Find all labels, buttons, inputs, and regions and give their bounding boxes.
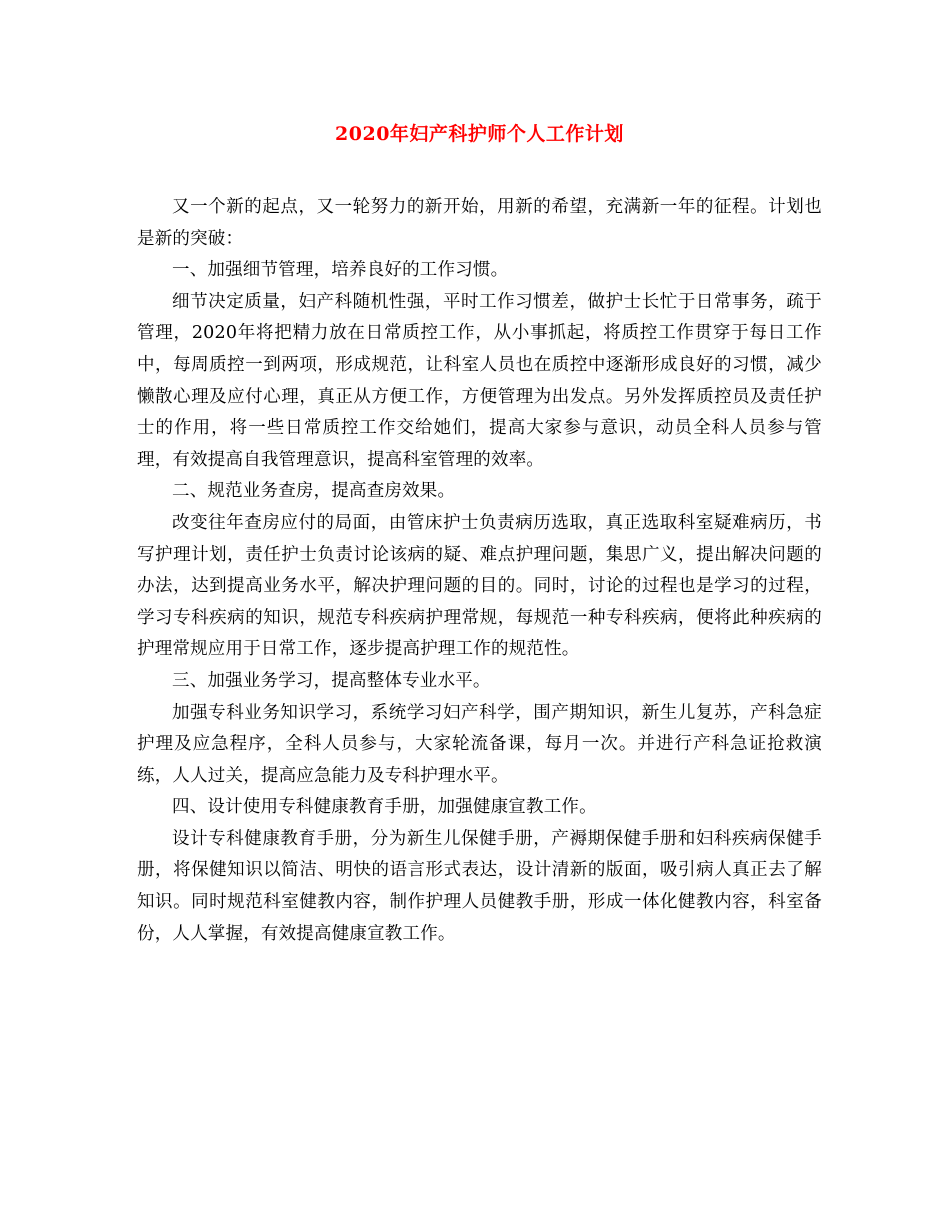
section-heading-4: 四、设计使用专科健康教育手册，加强健康宣教工作。 (172, 797, 597, 818)
section-body-1: 细节决定质量，妇产科随机性强，平时工作习惯差，做护士长忙于日常事务，疏于管理，2020年将把精力放在日常质控工作，从小事抓起，将质控工作贯穿于每日工作中，每周质控一到两项，形成规范，让科室人员也在质控中逐渐形成良好的习惯，减少懒散心理及应付心理，真正从方便工作，方便管理为出发点。另外发挥质控员及责任护士的作用，将一些日常质控工作交给她们，提高大家参与意识，动员全科人员参与管理，有效提高自我管理意识，提高科室管理的效率。 (137, 291, 822, 470)
section-heading-3: 三、加强业务学习，提高整体专业水平。 (172, 670, 491, 691)
section-body-2: 改变往年查房应付的局面，由管床护士负责病历选取，真正选取科室疑难病历，书写护理计划，责任护士负责讨论该病的疑、难点护理问题，集思广义，提出解决问题的办法，达到提高业务水平，解决护理问题的目的。同时，讨论的过程也是学习的过程，学习专科疾病的知识，规范专科疾病护理常规，每规范一种专科疾病，便将此种疾病的护理常规应用于日常工作，逐步提高护理工作的规范性。 (137, 512, 822, 660)
document-title: 2020年妇产科护师个人工作计划 (335, 123, 624, 145)
intro-paragraph: 又一个新的起点，又一轮努力的新开始，用新的希望，充满新一年的征程。计划也是新的突破： (137, 197, 822, 249)
document-body (137, 192, 822, 950)
document-page (137, 0, 822, 1230)
section-heading-2: 二、规范业务查房，提高查房效果。 (172, 481, 456, 502)
section-heading-1: 一、加强细节管理，培养良好的工作习惯。 (172, 260, 509, 281)
section-body-4: 设计专科健康教育手册，分为新生儿保健手册，产褥期保健手册和妇科疾病保健手册，将保健知识以简洁、明快的语言形式表达，设计清新的版面，吸引病人真正去了解知识。同时规范科室健教内容，制作护理人员健教手册，形成一体化健教内容，科室备份，人人掌握，有效提高健康宣教工作。 (137, 828, 822, 944)
section-body-3: 加强专科业务知识学习，系统学习妇产科学，围产期知识，新生儿复苏，产科急症护理及应急程序，全科人员参与，大家轮流备课，每月一次。并进行产科急证抢救演练，人人过关，提高应急能力及专科护理水平。 (137, 702, 822, 786)
